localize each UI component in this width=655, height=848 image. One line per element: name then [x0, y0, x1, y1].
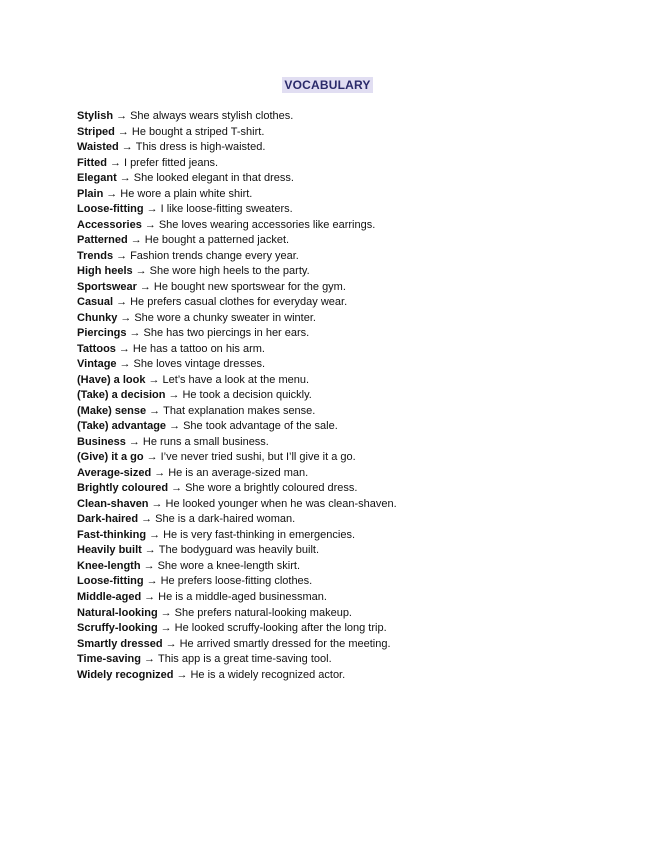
vocab-example: I like loose-fitting sweaters. [160, 203, 293, 216]
arrow-icon: → [160, 622, 172, 635]
vocab-example: She looked elegant in that dress. [133, 172, 294, 185]
vocab-term: Time-saving [77, 653, 141, 666]
vocab-example: She is a dark-haired woman. [155, 513, 296, 526]
arrow-icon: → [116, 110, 128, 122]
arrow-icon: → [169, 420, 181, 433]
vocab-item [77, 125, 637, 141]
vocab-term: Casual [77, 296, 114, 309]
vocab-example: The bodyguard was heavily built. [158, 544, 320, 557]
vocab-term: Clean-shaven [77, 497, 149, 510]
vocab-item [77, 218, 637, 234]
vocab-example: She prefers natural-looking makeup. [174, 606, 352, 619]
arrow-icon: → [135, 265, 147, 278]
arrow-icon: → [109, 156, 121, 169]
arrow-icon: → [121, 141, 133, 154]
vocab-term: High heels [77, 265, 133, 278]
vocab-item [77, 140, 637, 156]
vocab-term: (Make) sense [77, 404, 147, 417]
vocab-term: Widely recognized [77, 668, 174, 681]
arrow-icon: → [168, 389, 180, 402]
vocab-term: Natural-looking [77, 606, 158, 619]
vocab-item [77, 621, 637, 637]
vocab-item [77, 156, 637, 172]
vocab-term: Dark-haired [77, 513, 139, 526]
arrow-icon: → [144, 544, 156, 557]
vocab-term: Loose-fitting [77, 575, 144, 588]
page-title: VOCABULARY [284, 78, 371, 92]
vocab-term: Brightly coloured [77, 482, 169, 495]
vocab-example: She has two piercings in her ears. [143, 327, 310, 340]
vocab-term: Knee-length [77, 559, 141, 572]
vocab-term: Piercings [77, 327, 127, 340]
vocab-item [77, 202, 637, 218]
arrow-icon: → [128, 435, 140, 448]
vocab-example: He bought new sportswear for the gym. [153, 280, 346, 293]
vocab-item [77, 435, 637, 451]
arrow-icon: → [148, 373, 160, 386]
vocab-term: Accessories [77, 218, 142, 231]
vocab-term: Scruffy-looking [77, 622, 158, 635]
vocab-example: This app is a great time-saving tool. [158, 653, 332, 666]
vocab-item [77, 543, 637, 559]
vocab-example: She wore a knee-length skirt. [157, 559, 301, 572]
vocab-item [77, 373, 637, 389]
arrow-icon: → [141, 513, 153, 526]
arrow-icon: → [144, 590, 156, 603]
vocab-item [77, 559, 637, 575]
vocab-example: She loves wearing accessories like earrings. [158, 218, 376, 231]
vocab-example: Let’s have a look at the menu. [162, 373, 310, 386]
vocab-item [77, 109, 637, 125]
vocab-example: She wore a brightly coloured dress. [185, 482, 358, 495]
vocab-item [77, 404, 637, 420]
vocab-term: Plain [77, 187, 104, 200]
vocab-example: This dress is high-waisted. [135, 141, 266, 154]
vocab-example: She wore a chunky sweater in winter. [134, 311, 316, 324]
vocab-example: He has a tattoo on his arm. [132, 342, 265, 355]
vocab-example: I’ve never tried sushi, but I’ll give it a go. [160, 451, 356, 464]
arrow-icon: → [149, 528, 161, 541]
vocab-example: He looked younger when he was clean-shaven. [165, 497, 397, 510]
vocab-term: Striped [77, 125, 115, 138]
vocab-example: I prefer fitted jeans. [123, 156, 219, 169]
vocab-item [77, 264, 637, 280]
arrow-icon: → [116, 249, 128, 262]
vocab-term: Loose-fitting [77, 203, 144, 216]
arrow-icon: → [154, 466, 166, 479]
vocab-example: He is very fast-thinking in emergencies. [163, 528, 356, 541]
arrow-icon: → [151, 497, 163, 510]
arrow-icon: → [130, 234, 142, 247]
vocab-item [77, 481, 637, 497]
vocab-example: That explanation makes sense. [163, 404, 316, 417]
vocab-item [77, 311, 637, 327]
vocab-term: Chunky [77, 311, 118, 324]
vocab-term: Waisted [77, 141, 119, 154]
vocab-example: He is a widely recognized actor. [190, 668, 346, 681]
vocab-item [77, 450, 637, 466]
vocab-example: He took a decision quickly. [182, 389, 312, 402]
vocab-item [77, 295, 637, 311]
arrow-icon: → [118, 342, 130, 355]
vocab-item [77, 280, 637, 296]
arrow-icon: → [119, 172, 131, 185]
vocab-item [77, 512, 637, 528]
arrow-icon: → [143, 559, 155, 572]
arrow-icon: → [171, 482, 183, 495]
vocab-item [77, 606, 637, 622]
arrow-icon: → [117, 125, 129, 138]
vocab-item [77, 497, 637, 513]
vocab-term: Vintage [77, 358, 117, 371]
vocab-item [77, 249, 637, 265]
vocab-item [77, 419, 637, 435]
vocab-term: Business [77, 435, 126, 448]
vocab-item [77, 466, 637, 482]
arrow-icon: → [144, 218, 156, 231]
vocab-item [77, 652, 637, 668]
vocab-term: Middle-aged [77, 590, 142, 603]
vocab-item [77, 590, 637, 606]
vocab-example: He runs a small business. [142, 435, 269, 448]
vocab-item [77, 388, 637, 404]
vocab-term: Fast-thinking [77, 528, 147, 541]
arrow-icon: → [119, 358, 131, 371]
vocab-term: Elegant [77, 172, 117, 185]
arrow-icon: → [146, 203, 158, 216]
vocab-example: He looked scruffy-looking after the long trip. [174, 622, 387, 635]
title-container [0, 76, 655, 94]
vocab-example: She loves vintage dresses. [133, 358, 265, 371]
vocab-example: He prefers casual clothes for everyday wear. [130, 296, 348, 309]
vocab-term: Patterned [77, 234, 128, 247]
vocabulary-list [77, 109, 637, 683]
vocab-term: Average-sized [77, 466, 152, 479]
vocab-term: Trends [77, 249, 114, 262]
vocab-example: She always wears stylish clothes. [130, 110, 294, 122]
vocab-example: He bought a striped T-shirt. [131, 125, 265, 138]
vocab-term: (Take) a decision [77, 389, 166, 402]
arrow-icon: → [176, 668, 188, 681]
arrow-icon: → [149, 404, 161, 417]
vocab-example: He wore a plain white shirt. [120, 187, 253, 200]
vocab-item [77, 187, 637, 203]
vocab-item [77, 342, 637, 358]
vocab-term: Tattoos [77, 342, 116, 355]
vocab-example: He is an average-sized man. [168, 466, 309, 479]
vocab-item [77, 357, 637, 373]
vocab-example: He arrived smartly dressed for the meeting. [179, 637, 391, 650]
arrow-icon: → [106, 187, 118, 200]
arrow-icon: → [146, 451, 158, 464]
arrow-icon: → [120, 311, 132, 324]
vocab-item [77, 171, 637, 187]
vocab-example: Fashion trends change every year. [130, 249, 299, 262]
vocab-term: Stylish [77, 110, 114, 122]
arrow-icon: → [165, 637, 177, 650]
arrow-icon: → [144, 653, 155, 666]
vocab-item [77, 326, 637, 342]
vocab-item [77, 528, 637, 544]
vocab-item [77, 574, 637, 590]
vocab-example: She wore high heels to the party. [149, 265, 310, 278]
vocab-item [77, 668, 637, 684]
vocab-item [77, 233, 637, 249]
vocab-term: Sportswear [77, 280, 137, 293]
vocab-example: He bought a patterned jacket. [144, 234, 290, 247]
vocab-term: Smartly dressed [77, 637, 163, 650]
vocab-example: He is a middle-aged businessman. [158, 590, 327, 603]
vocab-item [77, 637, 637, 653]
vocab-term: Fitted [77, 156, 107, 169]
arrow-icon: → [129, 327, 141, 340]
arrow-icon: → [116, 296, 128, 309]
vocab-term: (Give) it a go [77, 451, 144, 464]
arrow-icon: → [139, 280, 151, 293]
vocab-example: He prefers loose-fitting clothes. [160, 575, 313, 588]
vocab-term: (Have) a look [77, 373, 146, 386]
vocab-term: (Take) advantage [77, 420, 167, 433]
vocab-term: Heavily built [77, 544, 142, 557]
arrow-icon: → [146, 575, 158, 588]
vocab-example: She took advantage of the sale. [183, 420, 338, 433]
arrow-icon: → [160, 606, 172, 619]
